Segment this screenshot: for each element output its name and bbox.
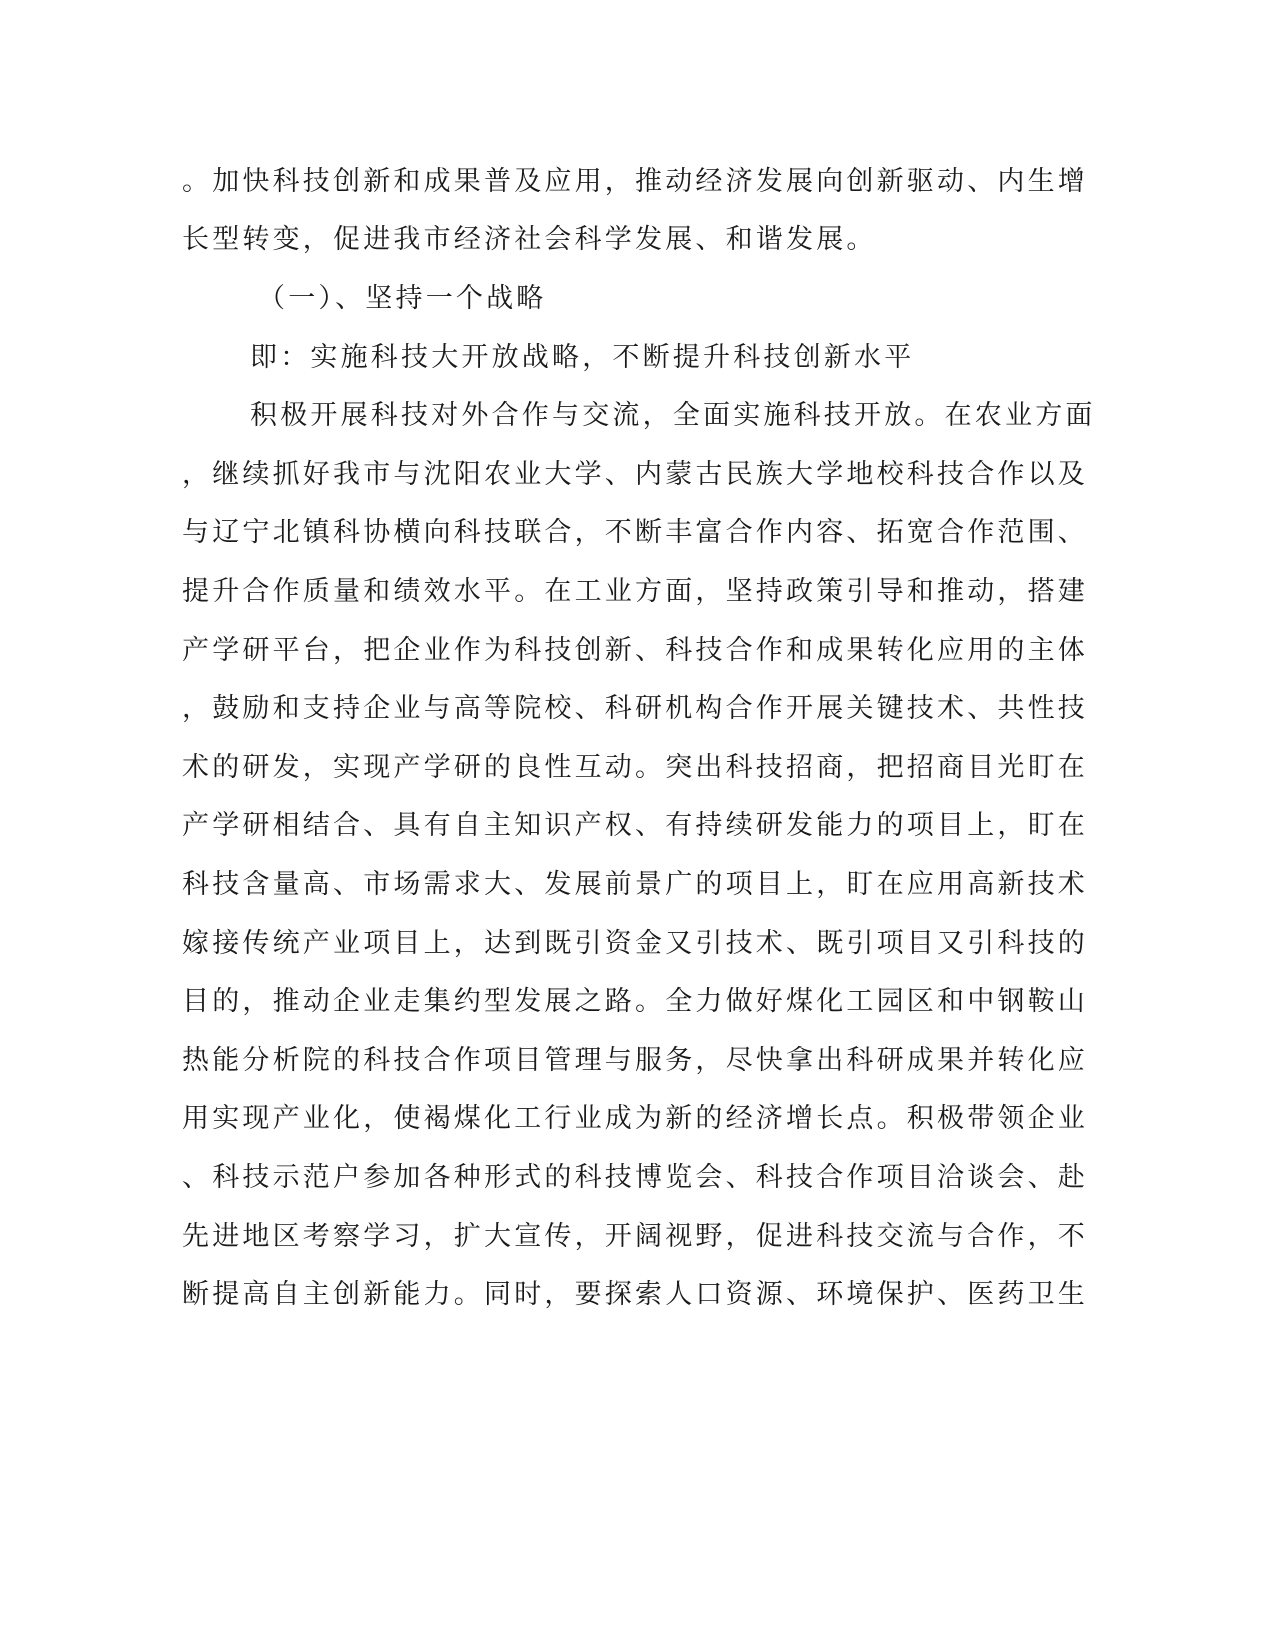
text-line: 。加快科技创新和成果普及应用，推动经济发展向创新驱动、内生增 [182,166,1088,197]
text-line: 嫁接传统产业项目上，达到既引资金又引技术、既引项目又引科技的 [182,928,1088,959]
text-line: 产学研平台，把企业作为科技创新、科技合作和成果转化应用的主体 [182,635,1088,666]
text-line: 积极开展科技对外合作与交流，全面实施科技开放。在农业方面 [250,400,1096,431]
text-line: 提升合作质量和绩效水平。在工业方面，坚持政策引导和推动，搭建 [182,576,1088,607]
section-heading: （一）、坚持一个战略 [258,283,547,314]
text-line: 长型转变，促进我市经济社会科学发展、和谐发展。 [182,224,877,255]
text-line: 术的研发，实现产学研的良性互动。突出科技招商，把招商目光盯在 [182,752,1088,783]
text-line: 科技含量高、市场需求大、发展前景广的项目上，盯在应用高新技术 [182,869,1088,900]
text-line: ，鼓励和支持企业与高等院校、科研机构合作开展关键技术、共性技 [182,693,1088,724]
text-line: ，继续抓好我市与沈阳农业大学、内蒙古民族大学地校科技合作以及 [182,459,1088,490]
text-line: 产学研相结合、具有自主知识产权、有持续研发能力的项目上，盯在 [182,810,1088,841]
text-line: 与辽宁北镇科协横向科技联合，不断丰富合作内容、拓宽合作范围、 [182,517,1088,548]
section-subheading: 即：实施科技大开放战略，不断提升科技创新水平 [250,342,915,373]
text-line: 用实现产业化，使褐煤化工行业成为新的经济增长点。积极带领企业 [182,1103,1088,1134]
text-line: 热能分析院的科技合作项目管理与服务，尽快拿出科研成果并转化应 [182,1045,1088,1076]
text-line: 先进地区考察学习，扩大宣传，开阔视野，促进科技交流与合作，不 [182,1221,1088,1252]
text-line: 、科技示范户参加各种形式的科技博览会、科技合作项目洽谈会、赴 [182,1162,1088,1193]
text-line: 目的，推动企业走集约型发展之路。全力做好煤化工园区和中钢鞍山 [182,986,1088,1017]
text-line: 断提高自主创新能力。同时，要探索人口资源、环境保护、医药卫生 [182,1279,1088,1310]
